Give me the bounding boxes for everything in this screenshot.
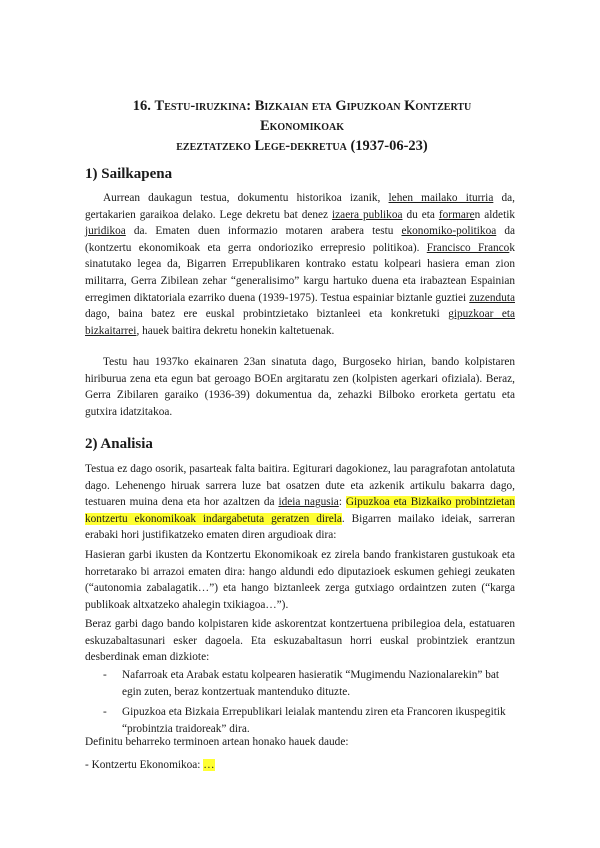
- title-number: 16.: [132, 98, 151, 114]
- term-ekonomiko-politikoa: ekonomiko-politikoa: [401, 225, 497, 238]
- title-line2: ezeztatzeko Lege-dekretua: [176, 138, 347, 154]
- paragraph-terms-intro: Definitu beharreko terminoen artean honako hauek daude:: [85, 736, 349, 748]
- list-item: - Nafarroak eta Arabak estatu kolpearen hasieratik “Mugimendu Nazionalarekin” bat egin zuten, beraz kontzertuak mantenduko dituzte.: [103, 669, 500, 698]
- paragraph-reasons: Hasieran garbi ikusten da Kontzertu Ekonomikoak ez zirela bando frankistaren gustukoak eta horretarako bi arrazoi ematen dira: hango aldundi edo diputazioek eskumen gehiegi zeukaten (“autonomia zabalagatik…”) eta hango biztanleek zerga gutxiago ordaintzen zuten (“karga publikoak altxatzeko ahalegin txikiagoa…”).: [85, 549, 515, 611]
- paragraph-classification: Aurrean daukagun testua, dokumentu historikoa izanik, lehen mailako iturria da, gertakarien garaikoa delako. Lege dekretu bat denez izaera publikoa du eta formaren aldetik juridikoa da. Ematen duen informazio motaren arabera testu ekonomiko-politikoa da (kontzertu ekonomikoak eta gerra ondorioziko errepresio politikoa). Francisco Francok sinatutako legea da, Bigarren Errepublikaren kontrako estatu kolpeari hasiera eman zion militarra, Gerra Zibilean zehar “generalisimo” kargu hartuko duena eta irabaztean Espainian erregimen diktatoriala ezarriko duena (1939-1975). Testua espainiar biztanle guztiei zuzenduta dago, baina batez ere euskal probintzietako biztanleei eta konkretuki gipuzkoar eta bizkaitarrei, hauek baitira dekretu honekin kaltetuenak.: [85, 192, 516, 337]
- term-zuzenduta: zuzenduta: [469, 291, 515, 304]
- section-heading-analisia: 2) Analisia: [85, 436, 153, 452]
- document-title: [92, 96, 512, 156]
- term-francisco-franco: Francisco Franco: [426, 241, 510, 254]
- paragraph-context: Testu hau 1937ko ekainaren 23an sinatuta dago, Burgoseko hirian, bando kolpistaren hiriburua zena eta egun bat geroago BOEn argitaratu zen (kolpisten agerkari ofiziala). Beraz, Gerra Zibilaren garaiko (1936-39) dokumentua da, zehazki Bilboko erorketa gertatu eta gutxira idatzitakoa.: [85, 356, 515, 418]
- term-formare: formare: [438, 208, 475, 221]
- provinces-list: [85, 667, 515, 741]
- term-lehen-mailako-iturria: lehen mailako iturria: [388, 192, 494, 204]
- term-definition-kontzertu: - Kontzertu Ekonomikoa: …: [85, 759, 215, 771]
- title-line1: Testu-iruzkina: Bizkaian eta Gipuzkoan Kontzertu Ekonomikoak: [154, 98, 472, 134]
- term-izaera-publikoa: izaera publikoa: [332, 208, 403, 221]
- highlighted-ellipsis: …: [203, 759, 215, 771]
- paragraph-privilege: Beraz garbi dago bando kolpistaren kide askorentzat kontzertuena pribilegioa dela, estatuaren eskuzabaltasunari esker dagoela. Eta eskuzabaltasun horri euskal probintziek erantzun desberdinak eman dizkiote:: [85, 618, 515, 664]
- term-juridikoa: juridikoa: [85, 225, 126, 238]
- term-ideia-nagusia: ideia nagusia: [278, 496, 339, 509]
- paragraph-structure: Testua ez dago osorik, pasarteak falta baitira. Egiturari dagokionez, lau paragrafotan antolatuta dago. Lehenengo hiruak sarrera luze bat osatzen dute eta azkenik artikulu bakarra dago, testuaren muina dena eta hor azaltzen da ideia nagusia: Gipuzkoa eta Bizkaiko probintzietan kontzertu ekonomikoak indargabetuta geratzen direla. Bigarren mailako ideiak, sarreran erabaki hori justifikatzeko ematen diren argudioak dira:: [85, 463, 515, 542]
- list-item: - Gipuzkoa eta Bizkaia Errepublikari leialak mantendu ziren eta Francoren ikuspegitik “probintzia traidoreak” dira.: [103, 706, 506, 735]
- title-date: (1937-06-23): [350, 138, 428, 154]
- section-heading-sailkapena: 1) Sailkapena: [85, 166, 173, 182]
- highlighted-main-idea: Gipuzkoa eta Bizkaiko probintzietan kontzertu ekonomikoak indargabetuta geratzen direla: [85, 496, 515, 525]
- term-gipuzkoar-bizkaitarrei: gipuzkoar eta bizkaitarrei: [85, 308, 515, 337]
